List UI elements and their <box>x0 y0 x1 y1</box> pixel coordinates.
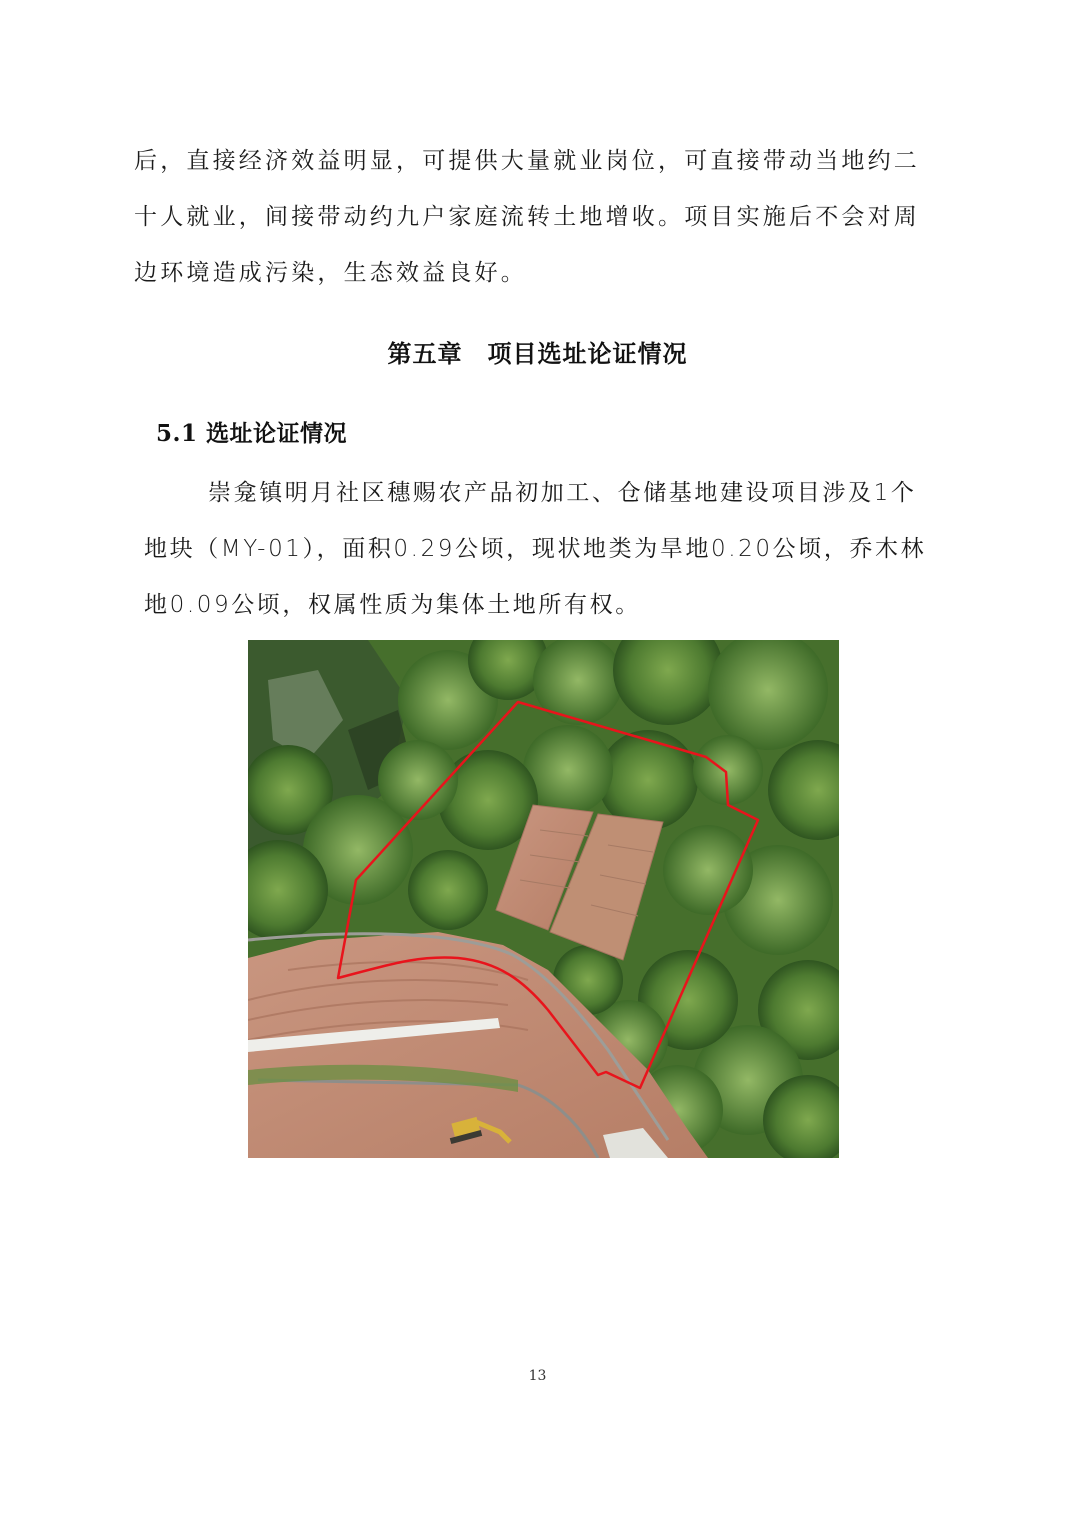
site-paragraph: 崇龛镇明月社区穗赐农产品初加工、仓储基地建设项目涉及1个地块（MY-01），面积0.29公顷，现状地类为旱地0.20公顷，乔木林地0.09公顷，权属性质为集体土地所有权。 <box>144 480 927 618</box>
section-title: 5.1 选址论证情况 <box>156 420 348 447</box>
aerial-site-photo <box>248 640 839 1158</box>
page-number: 13 <box>528 1368 547 1384</box>
chapter-title: 第五章 项目选址论证情况 <box>387 339 688 368</box>
intro-paragraph: 后，直接经济效益明显，可提供大量就业岗位，可直接带动当地约二十人就业，间接带动约九户家庭流转土地增收。项目实施后不会对周边环境造成污染，生态效益良好。 <box>134 148 920 286</box>
aerial-photo-svg <box>248 640 839 1158</box>
